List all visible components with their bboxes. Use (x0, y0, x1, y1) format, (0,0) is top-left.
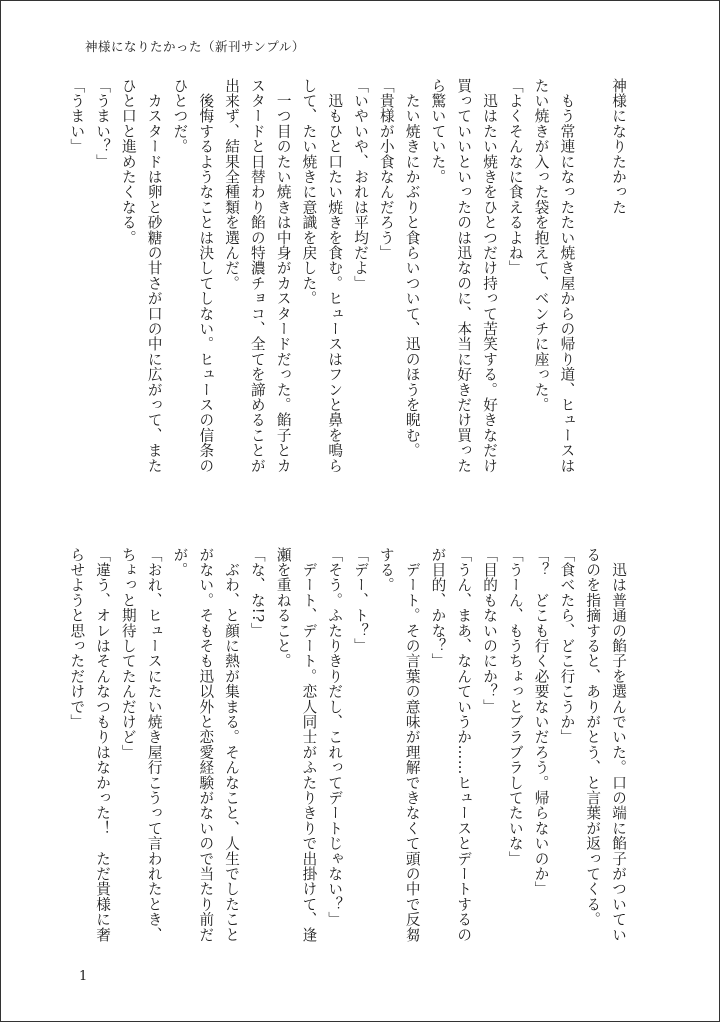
running-header: 神様になりたかった（新刊サンプル） (85, 39, 305, 54)
text-line: たい焼きにかぶりと食らいついて、迅のほうを睨む。 (403, 78, 421, 458)
text-line: ちょっと期待してたんだけど」 (119, 547, 137, 760)
text-line: 「うまい」 (68, 78, 86, 154)
text-block-bottom (68, 547, 631, 952)
text-line: 神様になりたかった (610, 78, 627, 215)
text-line: が。 (171, 547, 189, 578)
text-line: 「うーん、もうちょっとブラブラしてたいな」 (506, 547, 524, 867)
text-line: 「？ どこも行く必要ないだろう。帰らないのか」 (532, 547, 550, 897)
text-line: デート。その言葉の意味が理解できなくて頭の中で反芻 (403, 547, 421, 943)
text-line: 「そう。ふたりきりだし、これってデートじゃない？」 (326, 547, 344, 927)
text-line: るのを指摘すると、ありがとう、と言葉が返ってくる。 (584, 547, 602, 927)
text-line: カスタードは卵と砂糖の甘さが口の中に広がって、また (145, 78, 163, 474)
text-line: ぶわ、と顔に熱が集まる。そんなこと、人生でしたこと (223, 547, 241, 943)
text-line: 「デー、ト？」 (352, 547, 370, 654)
text-line: 「おれ、ヒュースにたい焼き屋行こうって言われたとき、 (145, 547, 163, 943)
text-line: もう常連になったたい焼き屋からの帰り道、ヒュースは (558, 78, 576, 474)
text-line: 一つ目のたい焼きは中身がカスタードだった。餡子とカ (274, 78, 292, 474)
text-line: 後悔するようなことは決してしない。ヒュースの信条の (197, 78, 215, 474)
text-line: 「いやいや、おれは平均だよ」 (352, 78, 370, 291)
text-line: 「違う、オレはそんなつもりはなかった！ ただ貴様に奢 (94, 547, 112, 943)
text-line: たい焼きが入った袋を抱えて、ベンチに座った。 (532, 78, 550, 413)
text-line: 買っていいといったのは迅なのに、本当に好きだけ買った (455, 78, 473, 474)
text-line: スタードと日替わり餡の特濃チョコ、全てを諦めることが (248, 78, 266, 474)
text-line (579, 78, 605, 483)
text-line: 迅はたい焼きをひとつだけ持って苦笑する。好きなだけ (481, 78, 499, 474)
text-line: 「うまい？」 (94, 78, 112, 170)
text-line: 迅は普通の餡子を選んでいた。口の端に餡子がついてい (610, 547, 627, 943)
text-line: ひと口と進めたくなる。 (119, 78, 137, 246)
page-number: 1 (79, 969, 88, 984)
text-line: ら驚いていた。 (429, 78, 447, 185)
text-line: 「うん、まあ、なんていうか……ヒュースとデートするの (455, 547, 473, 943)
text-line: する。 (377, 547, 395, 593)
text-line: ひとつだ。 (171, 78, 189, 154)
text-line: 瀬を重ねること。 (274, 547, 292, 669)
text-line: 迅もひと口たい焼きを食む。ヒュースはフンと鼻を鳴ら (326, 78, 344, 474)
text-line: 「食べたら、どこ行こうか」 (558, 547, 576, 745)
text-line: 「目的もないのにか？」 (481, 547, 499, 715)
text-line: デート、デート。恋人同士がふたりきりで出掛けて、逢 (300, 547, 318, 943)
text-line: がない。そもそも迅以外と恋愛経験がないので当たり前だ (197, 547, 215, 943)
text-line: 「な、な!?」 (248, 547, 266, 638)
text-line: らせようと思っただけで」 (68, 547, 86, 730)
text-block-top (68, 78, 631, 483)
text-line: して、たい焼きに意識を戻した。 (300, 78, 318, 306)
text-line: 「よくそんなに食えるよね」 (506, 78, 524, 276)
text-line: が目的、かな？」 (429, 547, 447, 669)
text-line: 出来ず、結果全種類を選んだ。 (223, 78, 241, 291)
text-line: 「貴様が小食なんだろう」 (377, 78, 395, 261)
